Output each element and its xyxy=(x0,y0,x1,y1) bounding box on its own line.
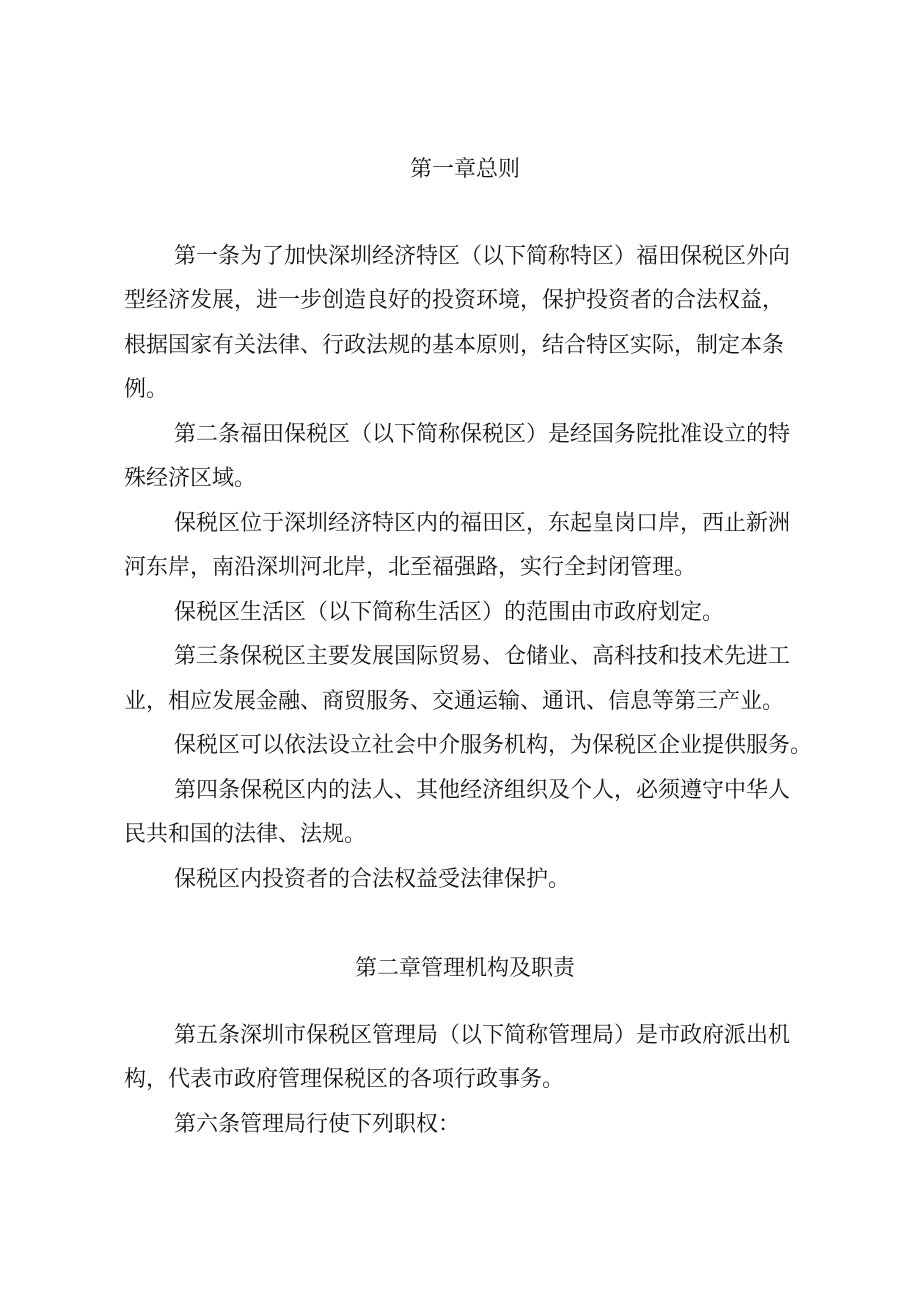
article-4-line-1: 第四条保税区内的法人、其他经济组织及个人，必须遵守中华人 xyxy=(174,778,791,803)
article-2-line-1: 第二条福田保税区（以下简称保税区）是经国务院批准设立的特 xyxy=(174,422,791,447)
article-3-line-1: 第三条保税区主要发展国际贸易、仓储业、高科技和技术先进工 xyxy=(174,644,791,669)
article-3-para-2-line-1: 保税区可以依法设立社会中介服务机构，为保税区企业提供服务。 xyxy=(174,733,813,758)
article-2-line-2: 殊经济区域。 xyxy=(124,466,257,491)
article-1-line-4: 例。 xyxy=(124,377,169,402)
article-2-para-2-line-1: 保税区位于深圳经济特区内的福田区，东起皇岗口岸，西止新洲 xyxy=(174,511,791,536)
article-2-para-3-line-1: 保税区生活区（以下简称生活区）的范围由市政府划定。 xyxy=(174,600,725,625)
article-5-line-1: 第五条深圳市保税区管理局（以下简称管理局）是市政府派出机 xyxy=(174,1023,791,1048)
article-4-line-2: 民共和国的法律、法规。 xyxy=(124,822,367,847)
article-1-line-1: 第一条为了加快深圳经济特区（以下简称特区）福田保税区外向 xyxy=(174,244,791,269)
chapter-2-heading: 第二章管理机构及职责 xyxy=(354,956,575,981)
chapter-1-heading: 第一章总则 xyxy=(409,157,520,182)
article-4-para-2-line-1: 保税区内投资者的合法权益受法律保护。 xyxy=(174,867,571,892)
article-3-line-2: 业，相应发展金融、商贸服务、交通运输、通讯、信息等第三产业。 xyxy=(124,689,785,714)
article-5-line-2: 构，代表市政府管理保税区的各项行政事务。 xyxy=(124,1067,565,1092)
article-1-line-3: 根据国家有关法律、行政法规的基本原则，结合特区实际，制定本条 xyxy=(124,333,785,358)
article-1-line-2: 型经济发展，进一步创造良好的投资环境，保护投资者的合法权益， xyxy=(124,288,785,313)
article-6-line-1: 第六条管理局行使下列职权： xyxy=(174,1112,461,1137)
article-2-para-2-line-2: 河东岸，南沿深圳河北岸，北至福强路，实行全封闭管理。 xyxy=(124,555,697,580)
